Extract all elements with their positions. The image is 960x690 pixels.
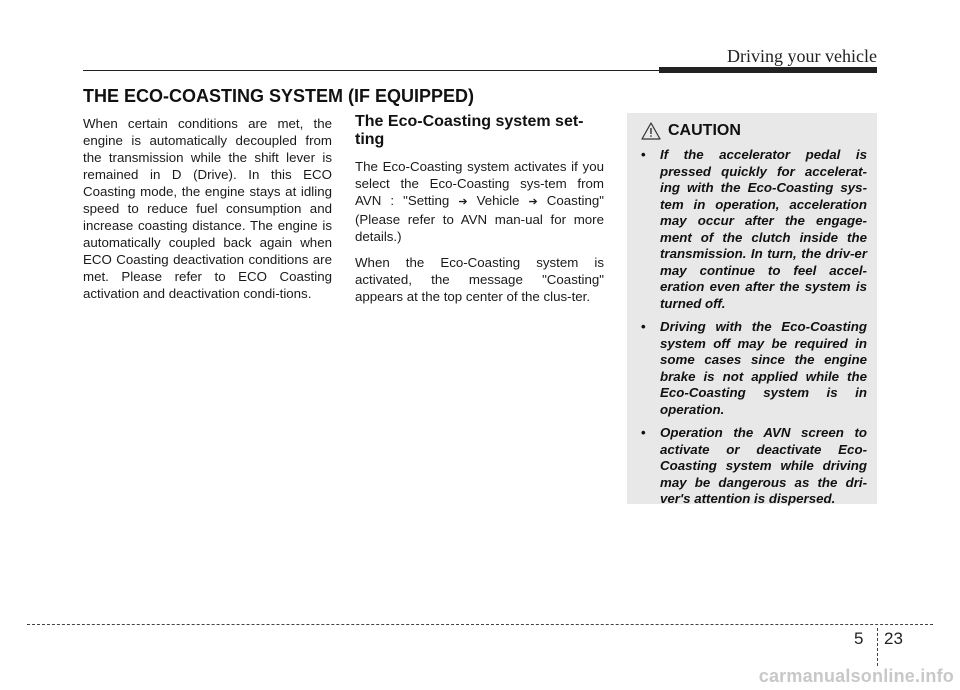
warning-triangle-icon [641, 122, 661, 140]
bullet: • [641, 319, 646, 334]
header-rule-thick [659, 67, 877, 73]
bullet: • [641, 425, 646, 440]
setting-text-2: Vehicle [467, 193, 529, 208]
footer-divider [877, 628, 878, 666]
bullet: • [641, 147, 646, 162]
caution-item-text: Operation the AVN screen to activate or deactivate Eco-Coasting system while driving may be dangerous as the dri-ver's attention is dispersed. [660, 425, 867, 506]
watermark: carmanualsonline.info [758, 666, 954, 686]
column-middle [355, 113, 604, 314]
intro-paragraph: When certain conditions are met, the engine is automatically decoupled from the transmission while the shift lever is remained in D (Drive). In this ECO Coasting mode, the engine stays at idling speed to reduce fuel consumption and increase coasting distance. The engine is automatically coupled back again when ECO Coasting deactivation conditions are met. Please refer to ECO Coasting activation and deactivation condi-tions. [83, 116, 332, 301]
caution-list [627, 147, 877, 515]
arrow-right-icon: ➔ [458, 196, 468, 208]
section-title: THE ECO-COASTING SYSTEM (IF EQUIPPED) [83, 86, 475, 106]
column-left [83, 115, 332, 311]
caution-header [641, 122, 741, 140]
caution-item-text: Driving with the Eco-Coasting system off may be required in some cases since the engine brake is not applied while the Eco-Coasting system is in operation. [660, 319, 867, 417]
arrow-right-icon: ➔ [528, 196, 538, 208]
caution-label: CAUTION [668, 122, 741, 139]
caution-item-text: If the accelerator pedal is pressed quickly for accelerat-ing with the Eco-Coasting sys-tem in operation, acceleration may occur after the engage-ment of the clutch inside the transmission. In turn, the driv-er may continue to feel accel-eration even after the system is turned off. [660, 147, 867, 311]
page-number: 23 [884, 629, 903, 648]
caution-box [627, 113, 877, 504]
caution-item [627, 147, 877, 312]
caution-item [627, 425, 877, 508]
chapter-number: 5 [854, 629, 864, 648]
header-rule [83, 70, 659, 71]
header-title: Driving your vehicle [727, 46, 877, 66]
subsection-title: The Eco-Coasting system set-ting [355, 113, 584, 148]
setting-paragraph [355, 158, 604, 245]
setting-text-3: Coasting" (Please refer to AVN man-ual for more details.) [355, 193, 604, 244]
setting-text-1: The Eco-Coasting system activates if you select the Eco-Coasting sys-tem from AVN : "Setting [355, 159, 604, 208]
caution-item [627, 319, 877, 418]
footer-rule [27, 624, 933, 625]
message-paragraph: When the Eco-Coasting system is activated, the message "Coasting" appears at the top center of the clus-ter. [355, 255, 604, 304]
